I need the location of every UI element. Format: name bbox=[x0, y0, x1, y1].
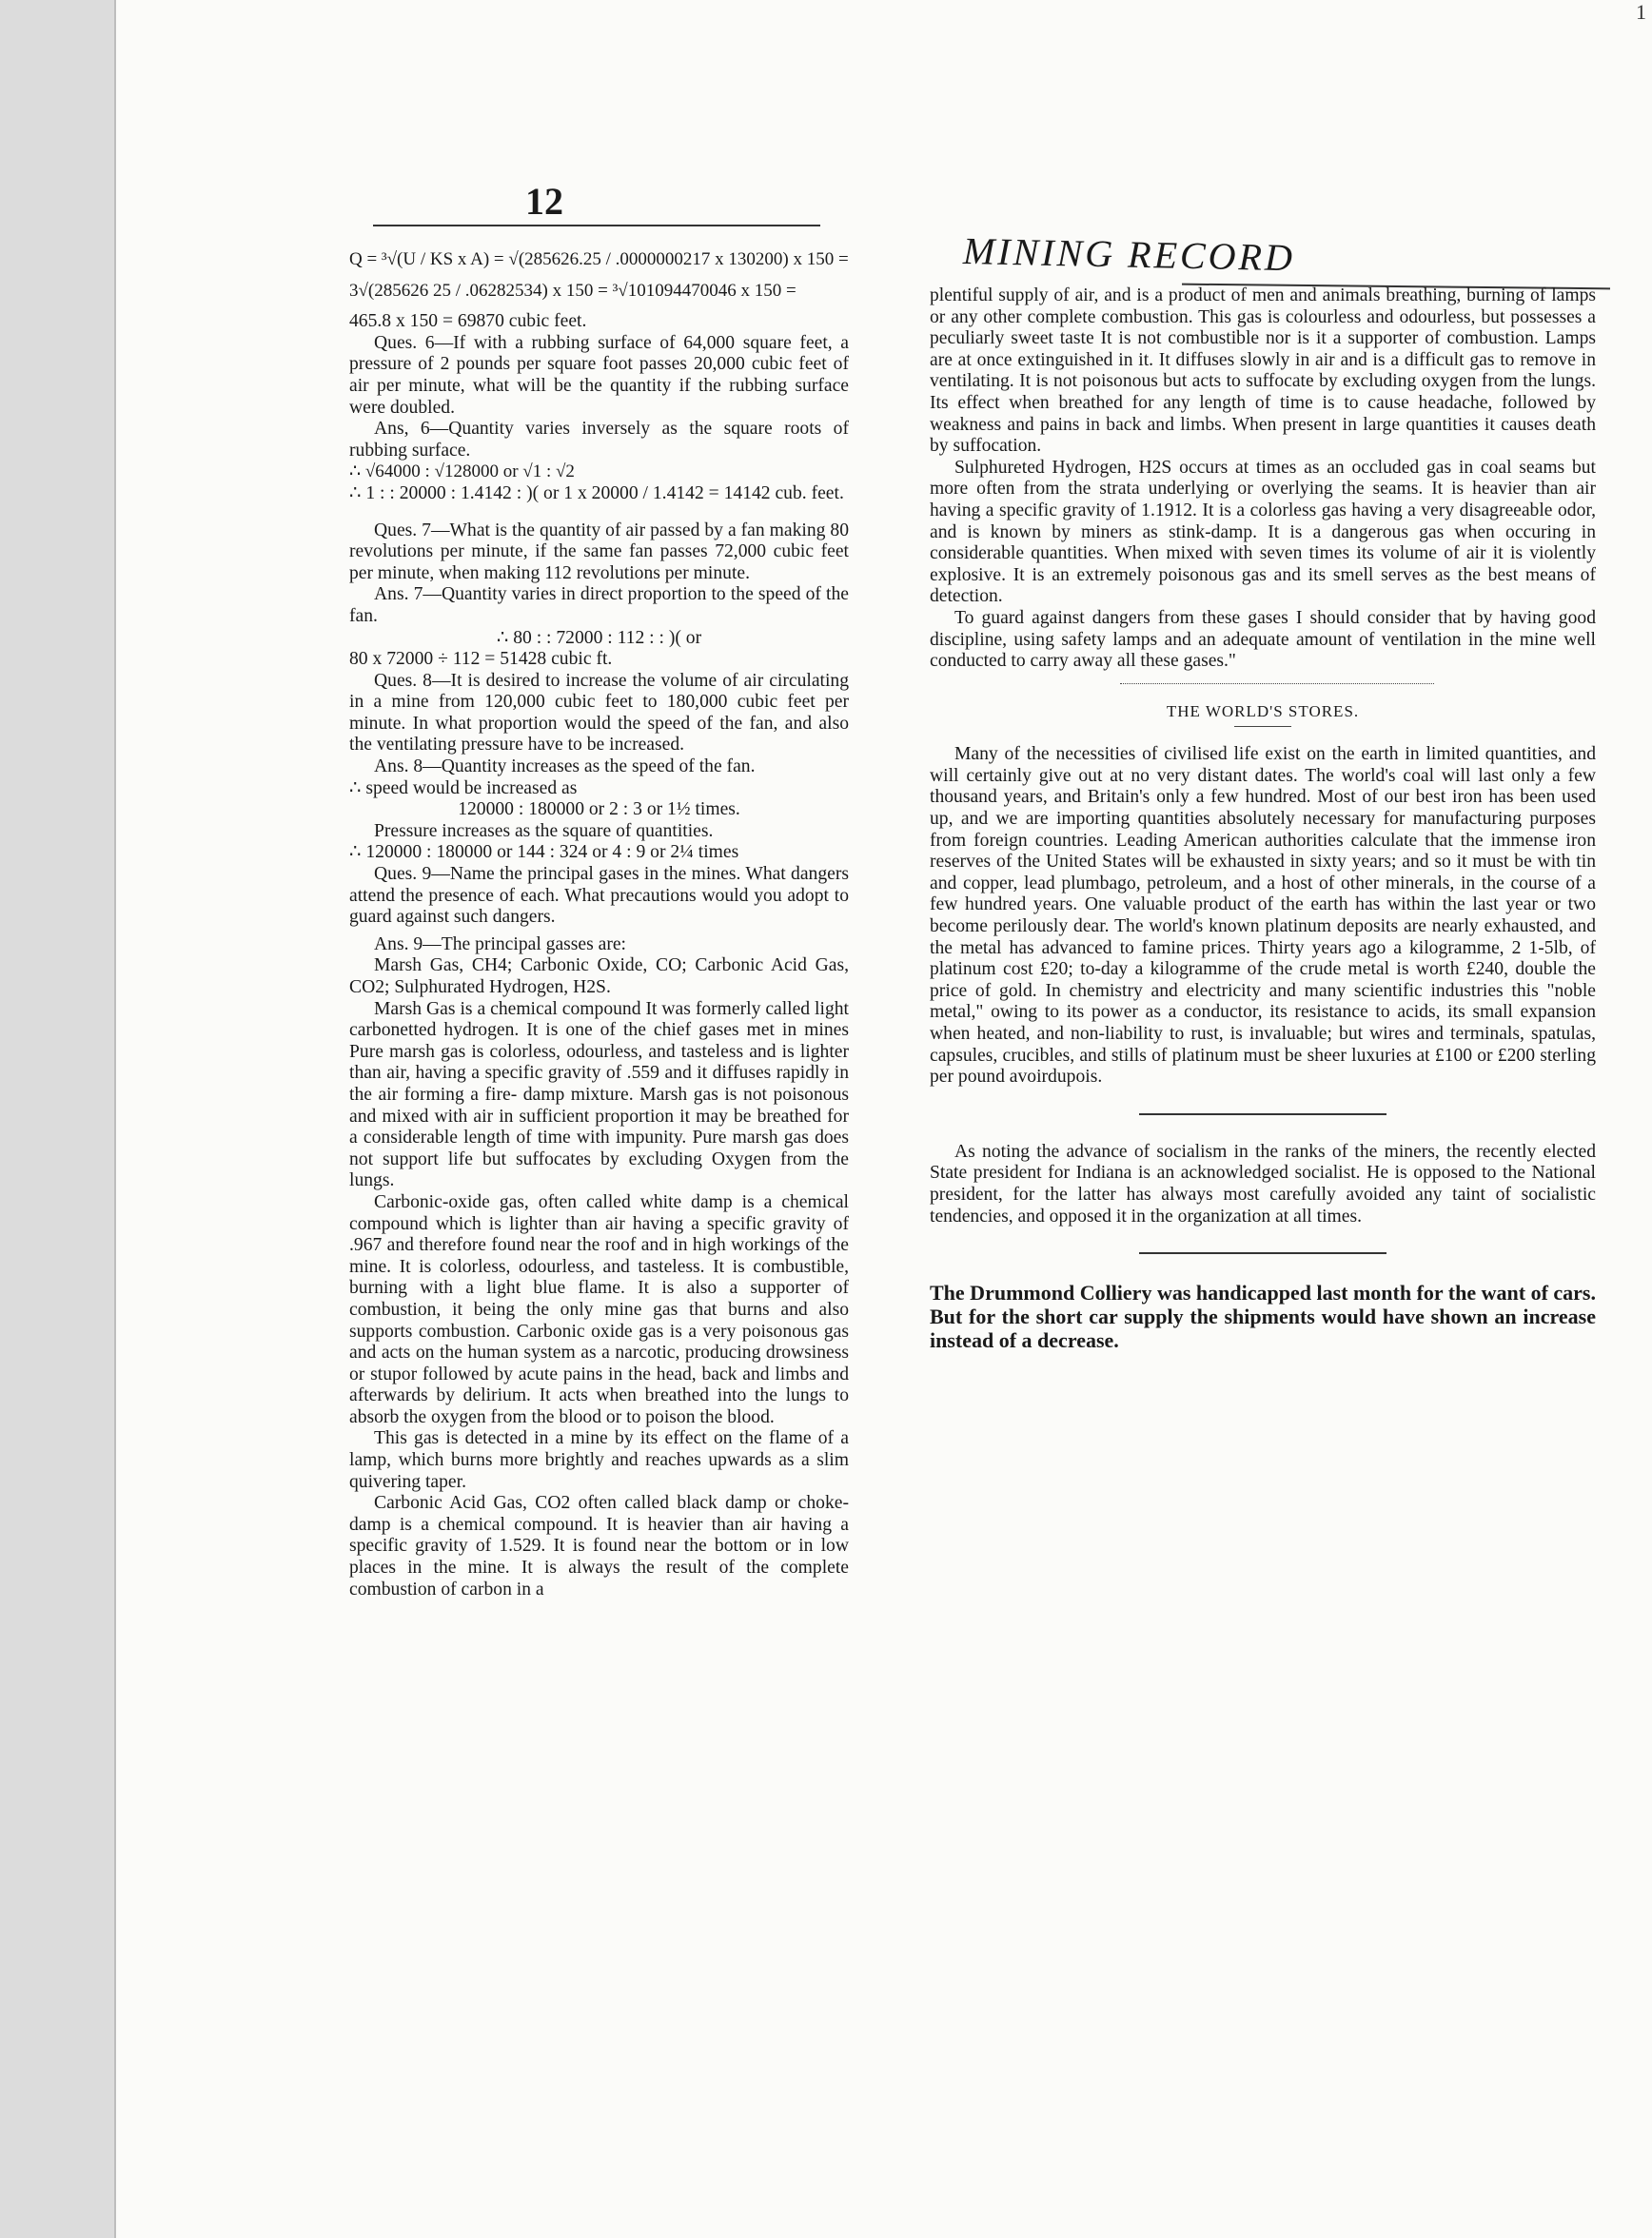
formula-line: 120000 : 180000 or 2 : 3 or 1½ times. bbox=[458, 799, 740, 820]
formula-line: ∴ 80 : : 72000 : 112 : : )( or bbox=[496, 627, 702, 648]
gas-list: Marsh Gas, CH4; Carbonic Oxide, CO; Carbonic Acid Gas, CO2; Sulphurated Hydrogen, H2S. bbox=[349, 955, 849, 997]
formula-line: 3√(285626 25 / .06282534) x 150 = ³√101094470046 x 150 = bbox=[349, 280, 796, 301]
running-title: MINING RECORD bbox=[962, 229, 1296, 280]
answer-8: Ans. 8—Quantity increases as the speed of the fan. bbox=[374, 756, 756, 777]
carbonic-acid-continued: plentiful supply of air, and is a product of men and animals breathing, burning of lamps or any other complete combustion. This gas is colourless and odourless, but possesses a peculiarly sweet taste It is not combustible nor is it a supporter of combustion. Lamps are at once extinguished in it. It diffuses slowly in air and is a difficult gas to remove in ventilating. It is not poisonous but acts to suffocate by excluding oxygen from the lungs. Its effect when breathed for any length of time is to cause headache, followed by weakness and pains in back and limbs. When present in large quantities it causes death by suffocation. bbox=[930, 285, 1596, 457]
carbonic-oxide-paragraph: Carbonic-oxide gas, often called white damp is a chemical compound which is lighter than air having a specific gravity of .967 and therefore found near the roof and in high workings of the mine. It is colorless, odourless, and tasteless. It is combustible, burning with a light blue flame. It is also a supporter of combustion, it being the only mine gas that burns and also supports combustion. Carbonic oxide gas is a very poisonous gas and acts on the human system as a narcotic, producing drowsiness or stupor followed by acute pains in the head, back and limbs and afterwards by delirium. It acts when breathed into the lungs to absorb the oxygen from the blood or to poison the blood. bbox=[349, 1191, 849, 1427]
formula-line: ∴ √64000 : √128000 or √1 : √2 bbox=[349, 461, 575, 482]
edge-mark: 1 bbox=[1636, 0, 1646, 24]
article-separator bbox=[1139, 1113, 1386, 1115]
formula-line: ∴ 1 : : 20000 : 1.4142 : )( or 1 x 20000 / 1.4142 = 14142 cub. feet. bbox=[349, 482, 844, 503]
dotted-separator bbox=[1120, 682, 1434, 684]
left-column bbox=[349, 249, 849, 1600]
formula-line: ∴ speed would be increased as bbox=[349, 777, 578, 798]
answer-9: Ans. 9—The principal gasses are: bbox=[374, 933, 626, 954]
detection-paragraph: This gas is detected in a mine by its effect on the flame of a lamp, which burns more brightly and reaches upwards as a slim quivering taper. bbox=[349, 1428, 849, 1492]
heading-underline bbox=[1234, 726, 1291, 727]
question-7: Ques. 7—What is the quantity of air passed by a fan making 80 revolutions per minute, if the same fan passes 72,000 cubic feet per minute, when making 112 revolutions per minute. bbox=[349, 520, 849, 583]
carbonic-acid-paragraph: Carbonic Acid Gas, CO2 often called black damp or choke-damp is a chemical compound. It is heavier than air having a specific gravity of 1.529. It is found near the bottom or in low places in the mine. It is always the result of the complete combustion of carbon in a bbox=[349, 1493, 849, 1600]
right-column bbox=[930, 285, 1596, 1352]
answer-7: Ans. 7—Quantity varies in direct proportion to the speed of the fan. bbox=[349, 584, 849, 626]
formula-line: ∴ 120000 : 180000 or 144 : 324 or 4 : 9 or 2¼ times bbox=[349, 842, 739, 863]
precautions-paragraph: To guard against dangers from these gases I should consider that by having good discipline, using safety lamps and an adequate amount of ventilation in the mine well conducted to carry away all these gases." bbox=[930, 607, 1596, 672]
formula-result: 465.8 x 150 = 69870 cubic feet. bbox=[349, 311, 587, 332]
page-number: 12 bbox=[525, 180, 563, 223]
newspaper-page bbox=[114, 0, 1652, 2238]
answer-6: Ans, 6—Quantity varies inversely as the square roots of rubbing surface. bbox=[349, 419, 849, 461]
question-9: Ques. 9—Name the principal gases in the mines. What dangers attend the presence of each. What precautions would you adopt to guard against such dangers. bbox=[349, 864, 849, 928]
worlds-stores-heading: THE WORLD'S STORES. bbox=[1166, 701, 1360, 720]
socialism-article: As noting the advance of socialism in the ranks of the miners, the recently elected State president for Indiana is an acknowledged socialist. He is opposed to the National president, for the latter has always most carefully avoided any taint of socialistic tendencies, and opposed it in the organization at all times. bbox=[930, 1141, 1596, 1227]
marsh-gas-paragraph: Marsh Gas is a chemical compound It was formerly called light carbonetted hydrogen. It is one of the chief gases met in mines Pure marsh gas is colorless, odourless, and tasteless and is lighter than air, having a specific gravity of .559 and it diffuses rapidly in the air forming a fire- damp mixture. Marsh gas is not poisonous and mixed with air in sufficient proportion it may be breathed for a considerable length of time with impunity. Pure marsh gas does not support life but suffocates by excluding Oxygen from the lungs. bbox=[349, 998, 849, 1191]
worlds-stores-article: Many of the necessities of civilised life exist on the earth in limited quantities, and will certainly give out at no very distant dates. The world's coal will last only a few thousand years, and Britain's only a few hundred. Most of our best iron has been used up, and we are importing quantities absolutely necessary for manufacturing purposes from foreign countries. Leading American authorities calculate that the immense iron reserves of the United States will be exhausted in sixty years; and so it must be with tin and copper, lead plumbago, petroleum, and a host of other minerals, in the course of a few hundred years. One valuable product of the earth has within the last year or two become perilously dear. The world's known platinum deposits are nearly exhausted, and the metal has advanced to famine prices. Thirty years ago a kilogramme, 2 1-5lb, of platinum cost £20; to-day a kilogramme of the crude metal is worth £240, double the price of gold. In chemistry and electricity and many scientific industries this "noble metal," owing to its power as a conductor, its resistance to acids, its small expansion when heated, and non-liability to rust, is invaluable; but wires and terminals, spatulas, capsules, crucibles, and stills of platinum must be sheer luxuries at £100 or £200 sterling per pound avoirdupois. bbox=[930, 744, 1596, 1088]
header-rule-left bbox=[373, 225, 820, 226]
article-separator bbox=[1139, 1252, 1386, 1254]
question-6: Ques. 6—If with a rubbing surface of 64,000 square feet, a pressure of 2 pounds per square foot passes 20,000 cubic feet of air per minute, what will be the quantity if the rubbing surface were doubled. bbox=[349, 332, 849, 418]
formula-line: Pressure increases as the square of quantities. bbox=[374, 820, 714, 841]
question-8: Ques. 8—It is desired to increase the volume of air circulating in a mine from 120,000 cubic feet to 180,000 cubic feet per minute. In what proportion would the speed of the fan, and also the ventilating pressure have to be increased. bbox=[349, 670, 849, 756]
sulphureted-hydrogen-paragraph: Sulphureted Hydrogen, H2S occurs at times as an occluded gas in coal seams but more often from the strata underlying or overlying the seams. It is heavier than air having a specific gravity of 1.1912. It is a colorless gas having a very disagreeable odor, and is known by miners as stink-damp. It is a dangerous gas when occuring in considerable quantities. When mixed with seven times its volume of air it is violently explosive. It is an extremely poisonous gas and its smell serves as the best means of detection. bbox=[930, 457, 1596, 607]
drummond-colliery-article: The Drummond Colliery was handicapped last month for the want of cars. But for the short car supply the shipments would have shown an increase instead of a decrease. bbox=[930, 1281, 1596, 1353]
formula-line: Q = ³√(U / KS x A) = √(285626.25 / .0000000217 x 130200) x 150 = bbox=[349, 249, 849, 269]
formula-line: 80 x 72000 ÷ 112 = 51428 cubic ft. bbox=[349, 649, 613, 670]
